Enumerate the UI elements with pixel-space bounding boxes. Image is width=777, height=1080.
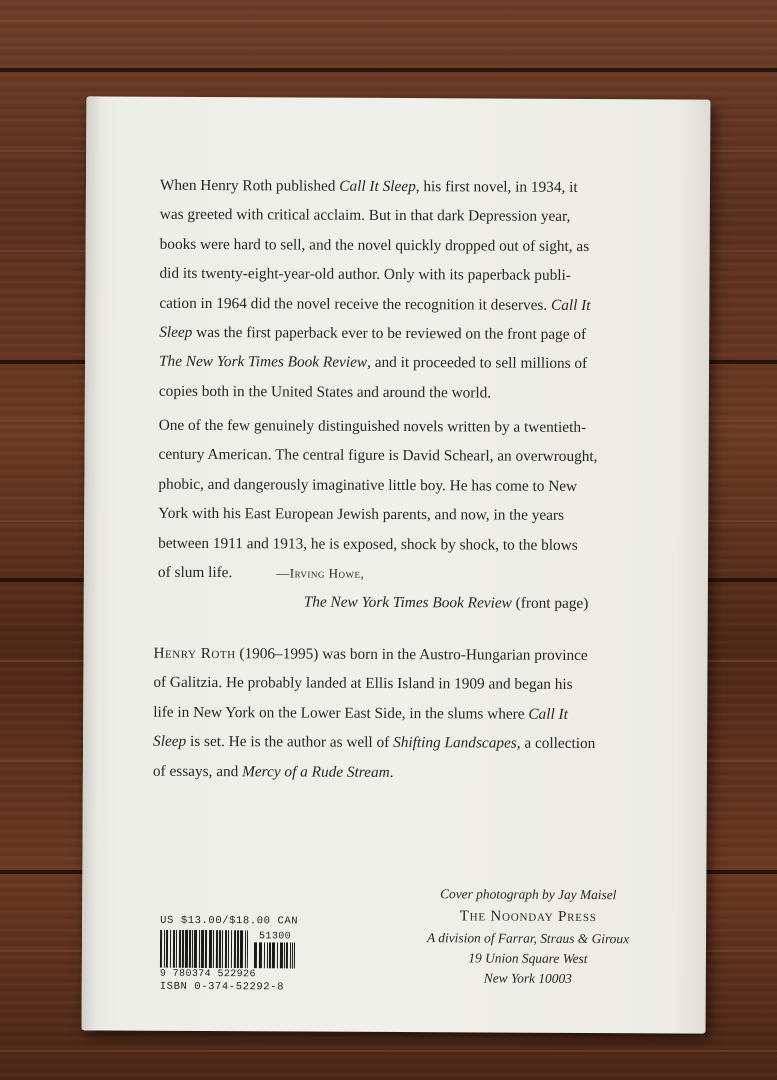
publisher-name: The Noonday Press <box>459 908 597 926</box>
blurb-line <box>159 288 590 320</box>
barcode-bar <box>269 942 271 968</box>
barcode-bar <box>205 930 207 968</box>
ean-barcode-bars <box>160 930 248 968</box>
blurb-line <box>153 756 595 788</box>
barcode-bar <box>209 930 212 968</box>
blurb-line <box>160 171 591 203</box>
blurb-paragraph-1 <box>159 171 591 409</box>
barcode-bar <box>234 930 236 968</box>
italic-title: Mercy of a Rude Stream <box>242 762 390 781</box>
blurb-text: When Henry Roth published <box>159 176 340 195</box>
barcode-bar <box>240 930 243 968</box>
blurb-text: of Galitzia. He probably landed at Ellis Island in 1909 and began his <box>153 674 573 694</box>
blurb-line <box>160 200 591 232</box>
barcode-bar <box>254 942 257 968</box>
barcode-block <box>160 915 298 994</box>
blurb-text: life in New York on the Lower East Side, in the slums where <box>153 703 529 723</box>
table-plank-seam <box>0 68 777 72</box>
review-attribution-name: —Irving Howe, <box>276 565 365 581</box>
blurb-line <box>159 259 590 291</box>
blurb-text: , a collection <box>516 734 596 753</box>
blurb-line <box>159 318 590 350</box>
publisher-info <box>398 884 659 989</box>
barcode-bar <box>237 930 239 968</box>
review-attribution-source: The New York Times Book Review <box>303 593 512 613</box>
barcode-bar <box>277 942 278 968</box>
blurb-line: One of the few genuinely distinguished novels written by a twentieth- <box>158 416 587 436</box>
barcode-bar <box>160 930 162 968</box>
blurb-text: copies both in the United States and around the world. <box>158 382 492 402</box>
barcode-bar <box>166 930 168 968</box>
italic-title: Sleep <box>159 323 193 341</box>
price-addon-bars <box>254 942 296 968</box>
author-name: Henry Roth <box>153 644 236 663</box>
blurb-text: , his first novel, in 1934, it <box>415 178 578 196</box>
barcode-bar <box>292 942 293 968</box>
blurb-line: between 1911 and 1913, he is exposed, shock by shock, to the blows <box>158 534 578 554</box>
blurb-line <box>160 230 591 262</box>
blurb-line: York with his East European Jewish parents, and now, in the years <box>158 504 565 525</box>
italic-title: Sleep <box>153 732 187 751</box>
blurb-line <box>159 347 590 379</box>
barcode-bar <box>245 930 246 968</box>
review-attribution-source-line <box>158 587 597 619</box>
barcode-bar <box>182 930 184 968</box>
barcode-bar <box>228 930 229 968</box>
italic-title: Shifting Landscapes <box>393 734 517 752</box>
barcode-bar <box>170 930 171 968</box>
barcode-bar <box>294 942 295 968</box>
barcode-bar <box>164 930 165 968</box>
barcode-bar <box>284 942 285 968</box>
blurb-line: phobic, and dangerously imaginative little boy. He has come to New <box>158 475 578 495</box>
blurb-line <box>153 727 595 759</box>
blurb-text: , and it proceeded to sell millions of <box>367 354 588 373</box>
isbn-number: ISBN 0-374-52292-8 <box>159 980 285 994</box>
italic-title: Call It <box>550 296 591 314</box>
barcode-bar <box>286 942 288 968</box>
publisher-address-street: 19 Union Square West <box>468 950 588 967</box>
barcode-bar <box>290 942 291 968</box>
blurb-text: did its twenty-eight-year-old author. Only with its paperback publi- <box>159 264 571 285</box>
blurb-line-text: of slum life. <box>157 563 233 582</box>
book-back-cover <box>82 96 711 1033</box>
barcode <box>160 930 298 969</box>
barcode-bar <box>247 930 248 968</box>
barcode-bar <box>173 930 175 968</box>
blurb-text: cation in 1964 did the novel receive the recognition it deserves. <box>159 294 552 314</box>
barcode-bar <box>259 942 262 968</box>
publisher-division: A division of Farrar, Straus & Giroux <box>427 930 630 947</box>
barcode-bar <box>185 930 188 968</box>
barcode-bar <box>280 942 283 968</box>
blurb-text: books were hard to sell, and the novel quickly dropped out of sight, as <box>159 235 590 255</box>
barcode-bar <box>201 930 204 968</box>
blurb-text: of essays, and <box>152 762 243 780</box>
blurb-line <box>153 639 595 671</box>
photo-credit: Cover photograph by Jay Maisel <box>440 886 617 903</box>
blurb-text: is set. He is the author as well of <box>186 733 394 752</box>
blurb-paragraph-2 <box>158 411 598 619</box>
blurb-text: . <box>389 763 394 781</box>
publisher-address-city: New York 10003 <box>483 970 572 986</box>
book-page-edge <box>82 96 101 1030</box>
blurb-text: (1906–1995) was born in the Austro-Hungarian province <box>235 645 588 665</box>
barcode-bar <box>267 942 268 968</box>
barcode-bar <box>225 930 227 968</box>
blurb-text: was greeted with critical acclaim. But in that dark Depression year, <box>159 206 571 226</box>
barcode-bar <box>219 930 221 968</box>
wood-grain <box>0 1050 777 1052</box>
italic-title: Call It <box>528 705 568 723</box>
barcode-bar <box>194 930 197 968</box>
barcode-bar <box>231 930 232 968</box>
blurb-line <box>158 558 597 590</box>
barcode-bar <box>176 930 177 968</box>
barcode-bar <box>189 930 191 968</box>
blurb-line <box>153 698 595 730</box>
wood-grain <box>0 20 777 22</box>
barcode-bar <box>179 930 181 968</box>
italic-title: Call It Sleep <box>339 177 416 196</box>
blurb-line <box>153 668 595 700</box>
barcode-bar <box>222 930 223 968</box>
italic-title: The New York Times Book Review <box>159 353 368 372</box>
author-bio <box>153 639 596 788</box>
barcode-bar <box>192 930 193 968</box>
barcode-bar <box>216 930 218 968</box>
barcode-bar <box>272 942 275 968</box>
price-label: US $13.00/$18.00 CAN <box>160 914 299 928</box>
barcode-bar <box>264 942 265 968</box>
price-code: 51300 <box>259 931 292 943</box>
barcode-bar <box>199 930 200 968</box>
barcode-bar <box>213 930 214 968</box>
blurb-text: was the first paperback ever to be reviewed on the front page of <box>192 323 587 344</box>
blurb-line: century American. The central figure is David Schearl, an overwrought, <box>158 446 598 466</box>
review-attribution-suffix: (front page) <box>511 595 589 613</box>
ean-number: 9 780374 522926 <box>159 968 256 981</box>
blurb-line <box>159 377 590 409</box>
